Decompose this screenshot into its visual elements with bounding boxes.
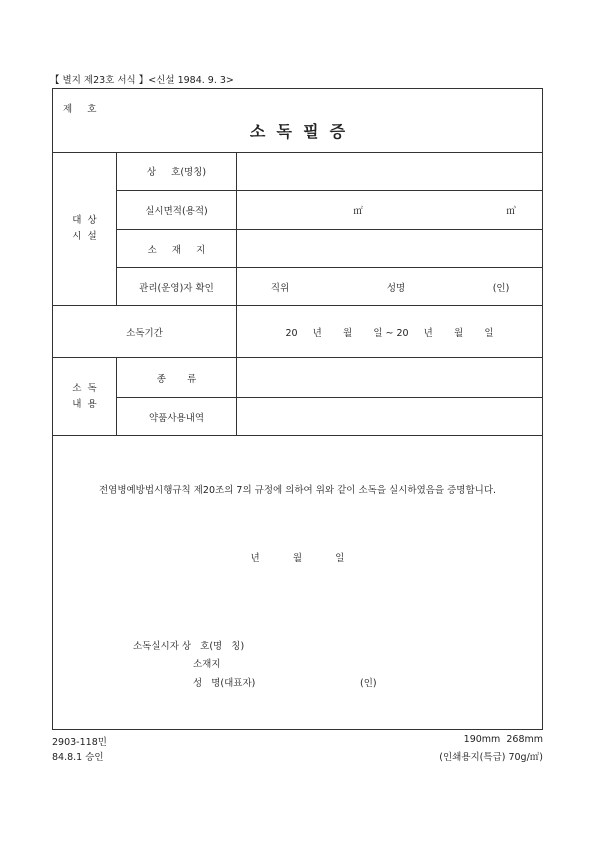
signer-location: 소재지: [193, 659, 221, 670]
business-name-label: 상 호(명칭): [146, 167, 207, 178]
area-volume-label: 실시면적(용적): [145, 206, 208, 217]
location-label: 소 재 지: [147, 244, 206, 256]
certification-text: 전염병예방법시행규칙 제20조의 7의 규정에 의하여 위와 같이 소독을 실시하였음을 증명합니다.: [98, 485, 497, 496]
established-date: <신설 1984. 9. 3>: [148, 75, 234, 86]
divider-content-end: [53, 435, 542, 436]
footer-approval: 84.8.1 승인: [52, 752, 104, 763]
form-reference: 【 별지 제23호 서식 】: [50, 75, 149, 86]
location-field[interactable]: [237, 230, 542, 267]
period-label: 소독기간: [126, 327, 163, 339]
type-field[interactable]: [237, 358, 542, 397]
target-section-label: [53, 152, 116, 305]
type-label: 종 류: [156, 373, 197, 385]
signer-business-name: 소독실시자 상 호(명 칭): [133, 641, 245, 652]
chemical-usage-label: 약품사용내역: [148, 412, 205, 424]
period-field[interactable]: 20 년 월 일 ~ 20 년 월 일: [285, 327, 494, 339]
manager-confirm-label: 관리(운영)자 확인: [139, 282, 214, 294]
footer-paper-spec: (인쇄용지(특급) 70g/㎡): [439, 752, 543, 763]
name-label: 성명: [386, 282, 406, 294]
certificate-number-label: 제 호: [63, 104, 97, 115]
content-label-line2: 내 용: [72, 398, 97, 410]
target-label-line1: 대 상: [72, 214, 97, 226]
volume-unit: ㎥: [506, 206, 516, 217]
position-label: 직위: [270, 282, 290, 294]
area-volume-field[interactable]: [237, 191, 542, 229]
signer-representative: 성 명(대표자): [193, 678, 256, 689]
footer-form-code: 2903-118민: [52, 737, 107, 748]
seal-label: (인): [492, 282, 510, 294]
issue-date[interactable]: 년 월 일: [250, 553, 345, 564]
chemical-usage-field[interactable]: [237, 398, 542, 435]
target-label-line2: 시 설: [72, 230, 97, 242]
signer-seal: (인): [360, 678, 377, 689]
page-title: 소 독 필 증: [249, 121, 346, 141]
content-section-label: [53, 358, 116, 435]
form-header: [50, 72, 234, 86]
business-name-field[interactable]: [237, 152, 542, 190]
content-label-line1: 소 독: [72, 382, 97, 394]
certificate-form: [52, 88, 543, 730]
area-unit: ㎡: [353, 206, 363, 217]
footer-paper-size: 190mm 268mm: [463, 734, 543, 745]
